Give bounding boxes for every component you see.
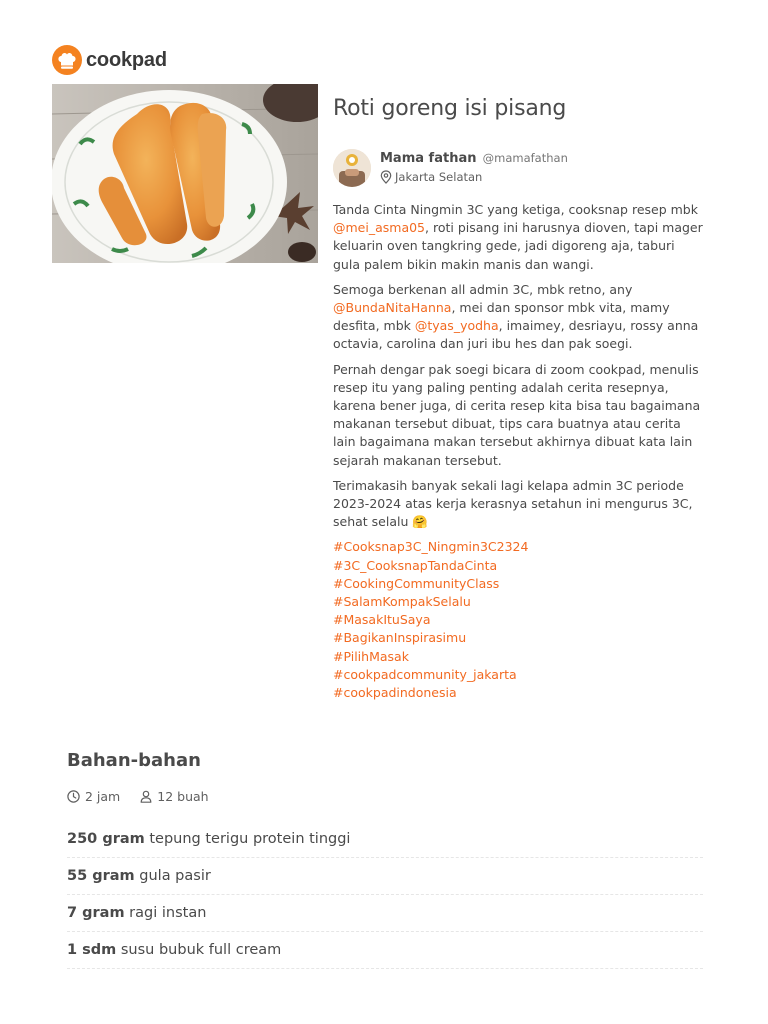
- ingredient-item: [67, 895, 703, 932]
- chef-hat-icon: [52, 45, 82, 75]
- ingredient-quantity: 1 sdm: [67, 942, 117, 958]
- clock-icon: [67, 790, 80, 803]
- ingredient-name: ragi instan: [129, 905, 207, 921]
- hugging-face-emoji-icon: 🤗: [412, 514, 428, 530]
- story-text: Tanda Cinta Ningmin 3C yang ketiga, cooksnap resep mbk: [333, 202, 698, 217]
- cookpad-logo[interactable]: [52, 45, 167, 75]
- location-pin-icon: [380, 170, 392, 184]
- recipe-meta: [67, 789, 229, 804]
- location-text: Jakarta Selatan: [395, 170, 483, 184]
- story-paragraph: Pernah dengar pak soegi bicara di zoom cookpad, menulis resep itu yang paling penting adalah cerita resepnya, karena bener juga, di cerita resep kita bisa tau bagaimana makanan tersebut dibuat, tips cara buatnya atau cerita lain bagaimana makan tersebut akhirnya dibuat kata lain sejarah makanan tersebut.: [333, 361, 701, 468]
- recipe-title: Roti goreng isi pisang: [333, 96, 567, 121]
- author-handle[interactable]: @mamafathan: [482, 151, 568, 165]
- story-text: Terimakasih banyak sekali lagi kelapa admin 3C periode 2023-2024 atas kerja kerasnya setahun ini mengurus 3C, sehat selalu: [333, 477, 693, 530]
- story-paragraph: [333, 281, 705, 354]
- author-name-line: [380, 149, 568, 167]
- story-text: , mei dan sponsor mbk vita, mamy desfita, mbk: [333, 300, 670, 334]
- hashtag-link[interactable]: #cookpadcommunity_jakarta: [333, 666, 517, 682]
- recipe-story: [333, 201, 705, 709]
- ingredient-item: [67, 932, 703, 969]
- story-paragraph: [333, 477, 705, 532]
- author-location: [380, 170, 568, 184]
- ingredient-name: susu bubuk full cream: [120, 942, 282, 958]
- author-meta: [380, 149, 568, 187]
- hashtag-link[interactable]: #BagikanInspirasimu: [333, 630, 467, 646]
- hashtag-link[interactable]: #3C_CooksnapTandaCinta: [333, 557, 498, 573]
- hashtag-link[interactable]: #CookingCommunityClass: [333, 575, 500, 591]
- ingredient-name: tepung terigu protein tinggi: [149, 831, 351, 847]
- author-card[interactable]: [333, 149, 568, 187]
- servings-value: 12 buah: [157, 789, 209, 804]
- ingredient-quantity: 7 gram: [67, 905, 125, 921]
- ingredient-list: [67, 821, 703, 969]
- author-name[interactable]: Mama fathan: [380, 151, 477, 166]
- hashtag-list: [333, 538, 705, 702]
- person-icon: [140, 790, 152, 803]
- cook-time-value: 2 jam: [85, 789, 121, 804]
- story-text: Semoga berkenan all admin 3C, mbk retno, any: [333, 281, 633, 297]
- ingredient-item: [67, 821, 703, 858]
- mention-link[interactable]: @BundaNitaHanna: [333, 300, 452, 316]
- author-avatar[interactable]: [333, 149, 371, 187]
- ingredients-title: Bahan-bahan: [67, 750, 201, 771]
- hashtag-link[interactable]: #SalamKompakSelalu: [333, 594, 471, 610]
- story-paragraph: [333, 201, 705, 274]
- story-text: , roti pisang ini harusnya dioven, tapi mager keluarin oven tangkring gede, jadi digoreng aja, taburi gula palem bikin makin manis dan wangi.: [333, 220, 703, 272]
- ingredient-item: [67, 858, 703, 895]
- mention-link[interactable]: @tyas_yodha: [414, 318, 499, 334]
- mention-link[interactable]: @mei_asma05: [333, 220, 426, 236]
- hashtag-link[interactable]: #MasakItuSaya: [333, 612, 431, 628]
- servings: [140, 789, 208, 804]
- recipe-photo[interactable]: [52, 84, 318, 263]
- hashtag-link[interactable]: #Cooksnap3C_Ningmin3C2324: [333, 539, 529, 555]
- ingredient-quantity: 250 gram: [67, 831, 145, 847]
- cook-time: [67, 789, 120, 804]
- hashtag-link[interactable]: #cookpadindonesia: [333, 685, 457, 701]
- hashtag-link[interactable]: #PilihMasak: [333, 648, 409, 664]
- logo-wordmark: cookpad: [86, 48, 167, 71]
- ingredient-quantity: 55 gram: [67, 868, 135, 884]
- ingredient-name: gula pasir: [139, 868, 211, 884]
- story-text: , imaimey, desriayu, rossy anna octavia, carolina dan juri ibu hes dan pak soegi.: [333, 318, 699, 352]
